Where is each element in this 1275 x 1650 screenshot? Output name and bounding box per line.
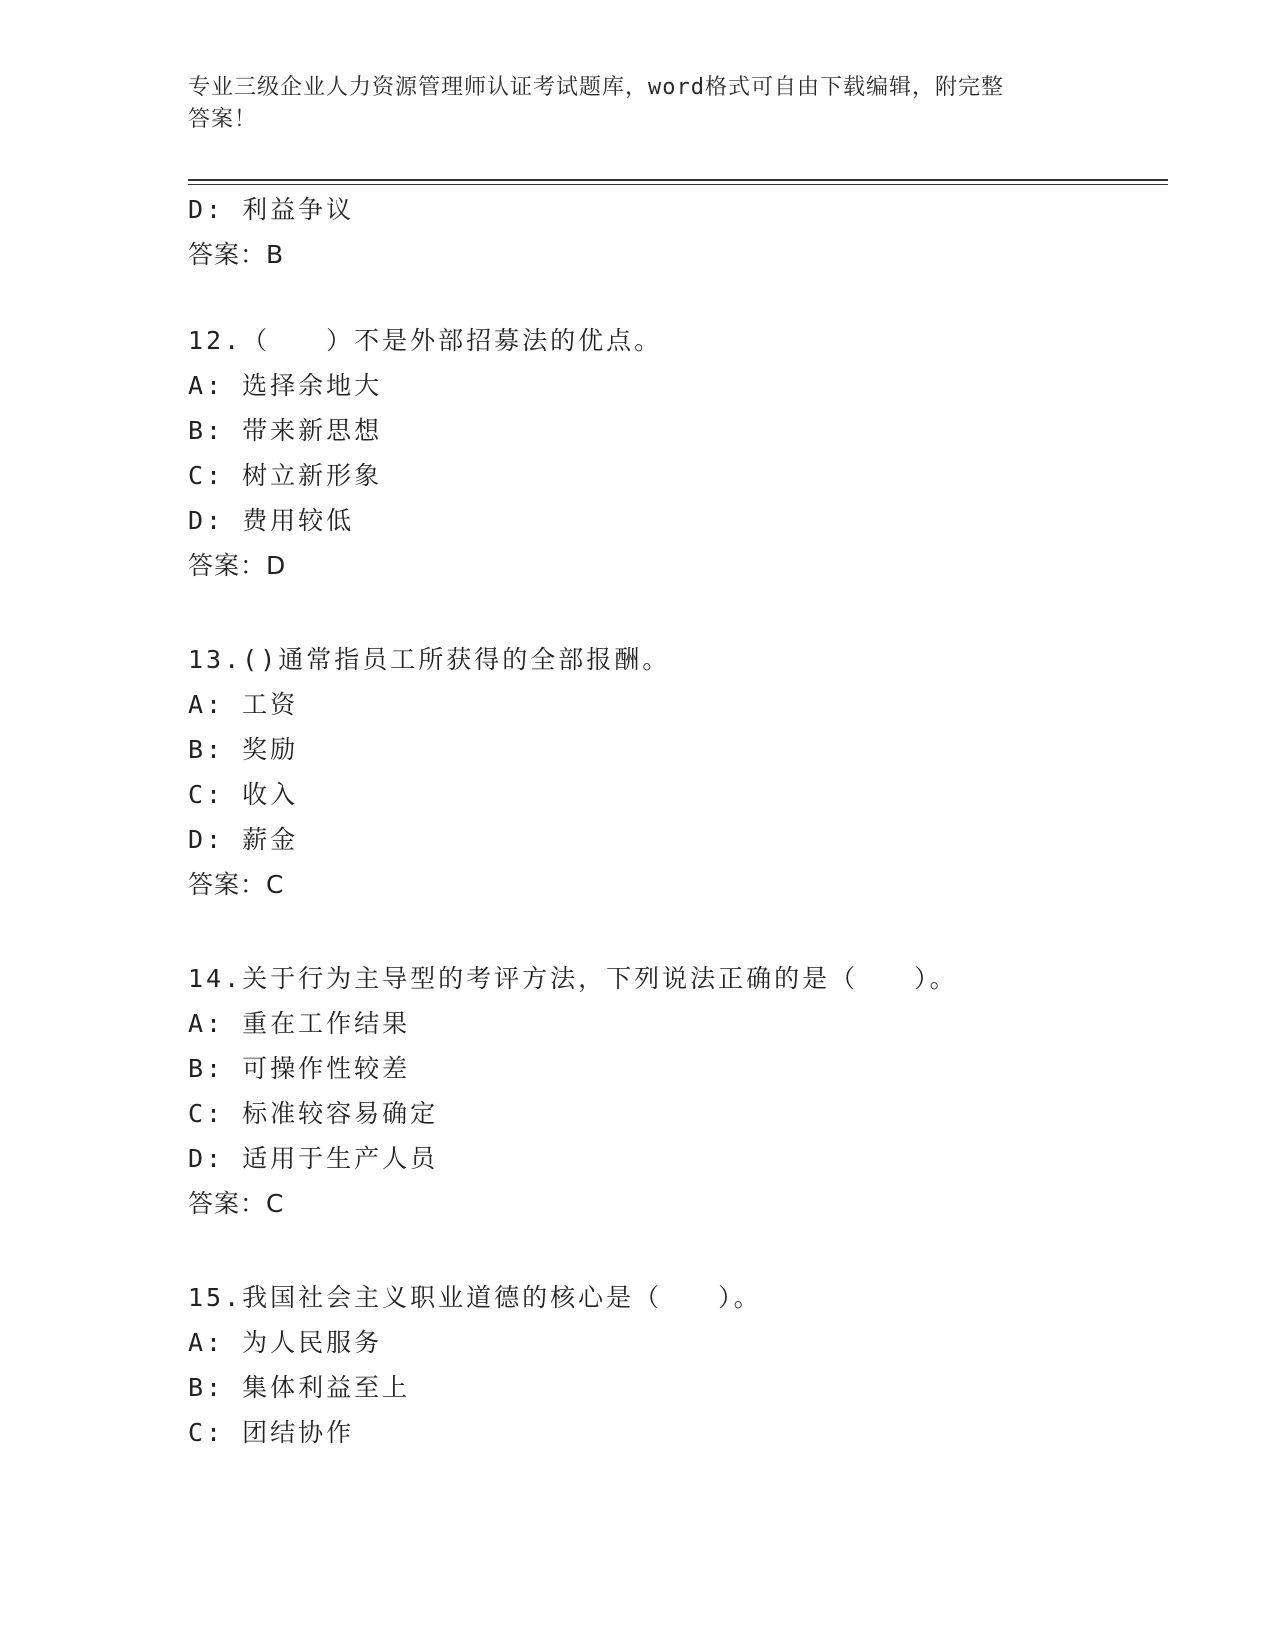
question-15-option-b: B: 集体利益至上 bbox=[188, 1373, 411, 1402]
question-12-option-b: B: 带来新思想 bbox=[188, 416, 383, 445]
question-14-stem: 14.关于行为主导型的考评方法，下列说法正确的是（ ）。 bbox=[188, 964, 958, 993]
document-header bbox=[188, 72, 1088, 136]
header-divider-thin bbox=[188, 184, 1168, 185]
question-12-stem: 12.（ ）不是外部招募法的优点。 bbox=[188, 326, 663, 355]
question-12-option-c: C: 树立新形象 bbox=[188, 461, 383, 490]
prev-option-d: D: 利益争议 bbox=[188, 195, 355, 224]
question-14-answer: 答案：C bbox=[188, 1189, 285, 1218]
question-12-answer: 答案：D bbox=[188, 551, 287, 580]
question-15-option-a: A: 为人民服务 bbox=[188, 1328, 383, 1357]
question-15-option-c: C: 团结协作 bbox=[188, 1418, 355, 1447]
question-14-option-c: C: 标准较容易确定 bbox=[188, 1099, 439, 1128]
question-13-option-a: A: 工资 bbox=[188, 690, 299, 719]
question-13-option-d: D: 薪金 bbox=[188, 825, 299, 854]
question-12-option-a: A: 选择余地大 bbox=[188, 371, 383, 400]
question-13-answer: 答案：C bbox=[188, 870, 285, 899]
question-14-option-d: D: 适用于生产人员 bbox=[188, 1144, 439, 1173]
question-13-option-b: B: 奖励 bbox=[188, 735, 299, 764]
question-13-option-c: C: 收入 bbox=[188, 780, 299, 809]
header-line-1: 专业三级企业人力资源管理师认证考试题库，word格式可自由下载编辑，附完整 bbox=[188, 75, 1004, 100]
prev-answer: 答案：B bbox=[188, 240, 285, 269]
header-divider-thick bbox=[188, 179, 1168, 181]
question-13-stem: 13.()通常指员工所获得的全部报酬。 bbox=[188, 645, 671, 674]
question-12-option-d: D: 费用较低 bbox=[188, 506, 355, 535]
header-line-2: 答案！ bbox=[188, 107, 258, 132]
question-14-option-b: B: 可操作性较差 bbox=[188, 1054, 411, 1083]
question-15-stem: 15.我国社会主义职业道德的核心是（ ）。 bbox=[188, 1283, 762, 1312]
question-14-option-a: A: 重在工作结果 bbox=[188, 1009, 411, 1038]
